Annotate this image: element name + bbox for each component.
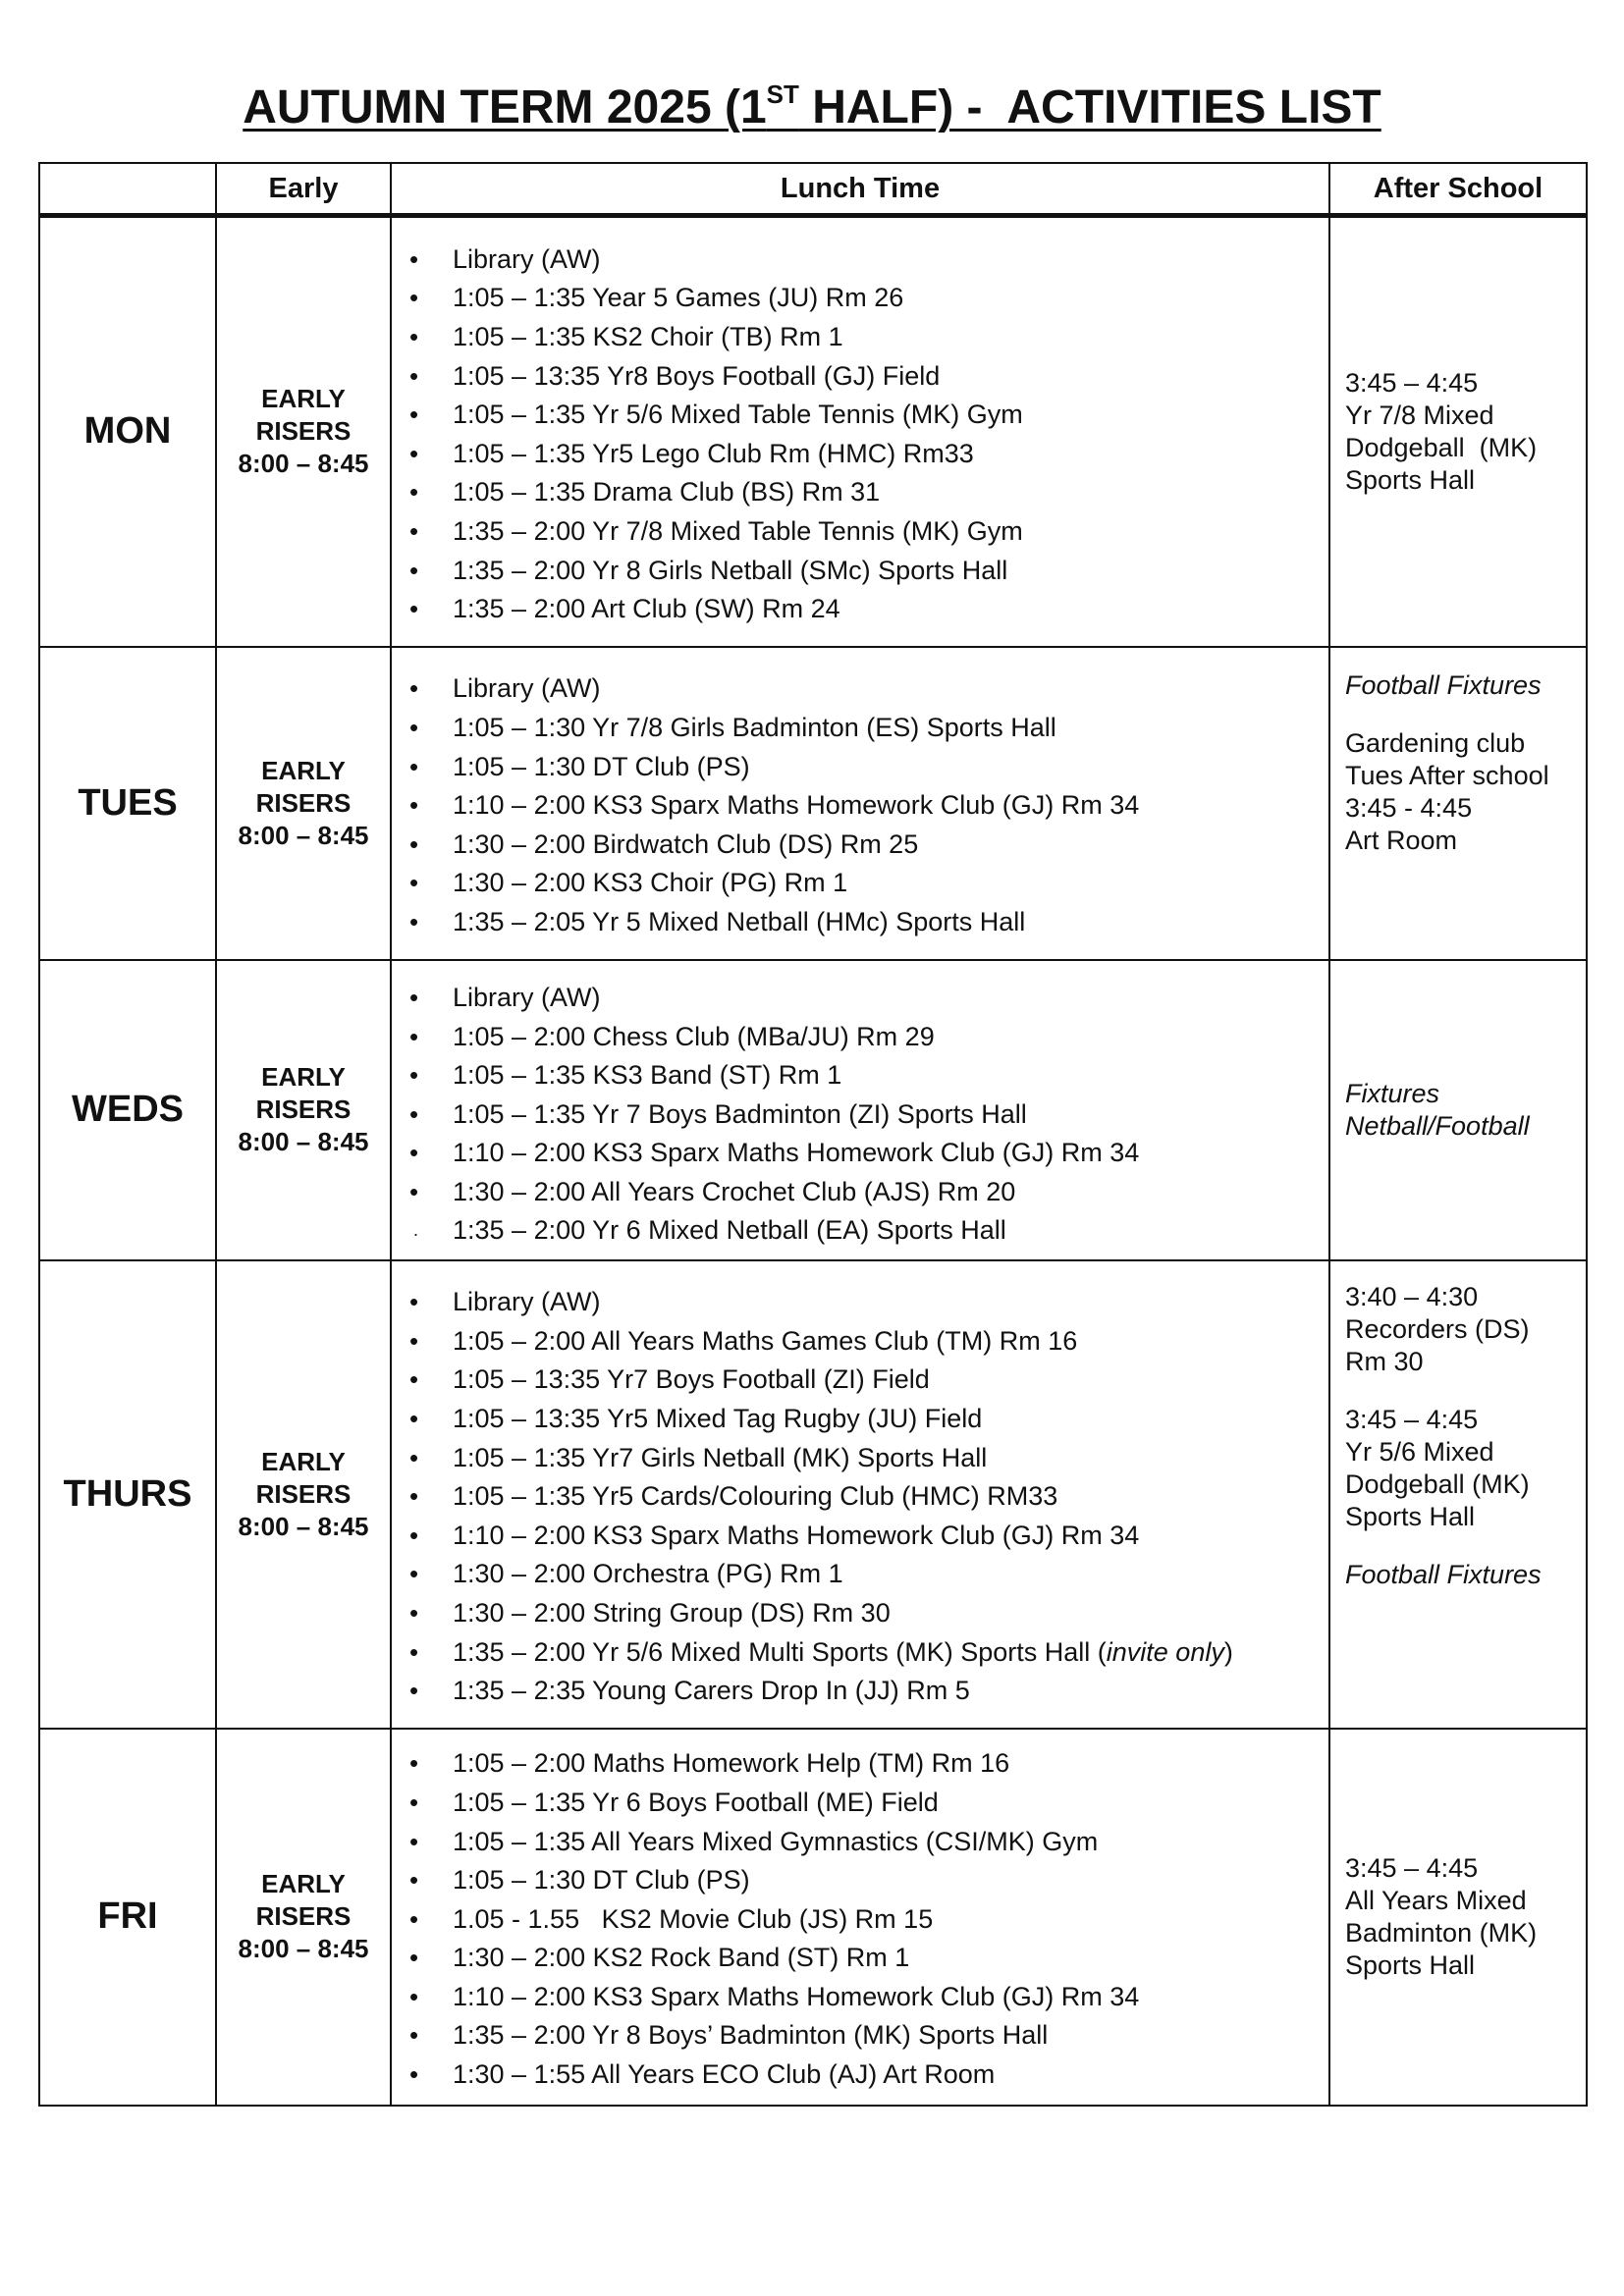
list-item: • 1:30 – 2:00 String Group (DS) Rm 30	[392, 1594, 1328, 1633]
list-item: • 1:10 – 2:00 KS3 Sparx Maths Homework Club (GJ) Rm 34	[392, 1517, 1328, 1556]
after-school-cell	[1329, 1260, 1587, 1729]
lunch-cell	[391, 960, 1329, 1260]
early-line1: EARLY	[261, 755, 346, 785]
header-early: Early	[216, 163, 391, 216]
after-line: All Years Mixed	[1345, 1885, 1527, 1915]
list-item: • Library (AW)	[392, 979, 1328, 1018]
page-title	[0, 79, 1624, 137]
list-item: • 1:35 – 2:00 Art Club (SW) Rm 24	[392, 590, 1328, 629]
list-item: • 1:05 – 1:35 KS2 Choir (TB) Rm 1	[392, 318, 1328, 357]
list-item: • 1:05 – 1:35 KS3 Band (ST) Rm 1	[392, 1056, 1328, 1095]
after-line: Art Room	[1345, 825, 1458, 855]
list-item: • 1:05 – 1:35 Drama Club (BS) Rm 31	[392, 473, 1328, 512]
lunch-list	[392, 965, 1328, 1255]
early-line2: RISERS	[255, 416, 352, 447]
day-label: TUES	[39, 647, 216, 960]
early-risers	[216, 647, 391, 960]
after-school-cell	[1329, 1729, 1587, 2106]
lunch-list	[392, 1735, 1328, 2098]
early-line1: EARLY	[261, 1062, 346, 1092]
table-row-fri	[39, 1729, 1587, 2106]
list-item: • Library (AW)	[392, 669, 1328, 709]
spacer	[1345, 1533, 1586, 1559]
day-label: THURS	[39, 1260, 216, 1729]
list-item: • 1:05 – 1:35 Yr 7 Boys Badminton (ZI) Sports Hall	[392, 1095, 1328, 1135]
list-item	[392, 1633, 1328, 1673]
header-day	[39, 163, 216, 216]
early-line2: RISERS	[255, 1095, 352, 1124]
after-line: Dodgeball (MK)	[1345, 1468, 1530, 1499]
early-time: 8:00 – 8:45	[238, 1934, 369, 1963]
list-item: • 1:05 – 13:35 Yr8 Boys Football (GJ) Field	[392, 357, 1328, 397]
after-fixtures: Football Fixtures	[1345, 669, 1542, 700]
after-fixtures: Fixtures	[1345, 1078, 1440, 1108]
lunch-cell	[391, 1729, 1329, 2106]
day-label: WEDS	[39, 960, 216, 1260]
list-item: • 1:05 – 13:35 Yr5 Mixed Tag Rugby (JU) Field	[392, 1400, 1328, 1439]
table-header-row	[39, 163, 1587, 216]
table-row-thurs	[39, 1260, 1587, 1729]
list-item: • 1:30 – 2:00 KS3 Choir (PG) Rm 1	[392, 864, 1328, 903]
early-risers	[216, 1260, 391, 1729]
list-item: • 1:35 – 2:35 Young Carers Drop In (JJ) Rm 5	[392, 1672, 1328, 1711]
after-school-cell	[1329, 216, 1587, 647]
invite-only-note: invite only	[1106, 1636, 1224, 1667]
table-row-weds	[39, 960, 1587, 1260]
early-time: 8:00 – 8:45	[238, 449, 369, 479]
after-line: Sports Hall	[1345, 1501, 1476, 1531]
after-line: Rm 30	[1345, 1346, 1424, 1376]
after-line: 3:45 - 4:45	[1345, 792, 1473, 823]
list-item: • 1:10 – 2:00 KS3 Sparx Maths Homework Club (GJ) Rm 34	[392, 786, 1328, 826]
early-risers	[216, 216, 391, 647]
after-line: Sports Hall	[1345, 1949, 1476, 1980]
lunch-list	[392, 1265, 1328, 1723]
lunch-list	[392, 223, 1328, 641]
list-item: • 1.05 - 1.55 KS2 Movie Club (JS) Rm 15	[392, 1900, 1328, 1940]
after-line: 3:45 – 4:45	[1345, 367, 1479, 398]
after-line: 3:45 – 4:45	[1345, 1852, 1479, 1883]
after-school-cell	[1329, 647, 1587, 960]
title-superscript: ST	[766, 80, 799, 109]
list-item: • 1:30 – 2:00 Birdwatch Club (DS) Rm 25	[392, 826, 1328, 865]
list-item: • 1:10 – 2:00 KS3 Sparx Maths Homework Club (GJ) Rm 34	[392, 1978, 1328, 2017]
title-text-1: AUTUMN TERM 2025 (1	[243, 81, 767, 133]
early-line2: RISERS	[255, 1478, 352, 1509]
after-line: Gardening club	[1345, 727, 1526, 758]
list-item: • 1:05 – 2:00 Maths Homework Help (TM) Rm 16	[392, 1744, 1328, 1784]
early-line1: EARLY	[261, 1446, 346, 1476]
after-line: 3:45 – 4:45	[1345, 1404, 1479, 1434]
list-item: • 1:05 – 1:30 DT Club (PS)	[392, 748, 1328, 787]
list-item: • 1:05 – 1:30 Yr 7/8 Girls Badminton (ES) Sports Hall	[392, 709, 1328, 748]
lunch-list	[392, 652, 1328, 953]
list-item: • 1:30 – 2:00 All Years Crochet Club (AJS) Rm 20	[392, 1173, 1328, 1212]
list-item: • 1:35 – 2:00 Yr 8 Boys’ Badminton (MK) Sports Hall	[392, 2016, 1328, 2056]
after-fixtures-type: Netball/Football	[1345, 1110, 1530, 1141]
list-item: • 1:30 – 1:55 All Years ECO Club (AJ) Art Room	[392, 2056, 1328, 2095]
early-time: 8:00 – 8:45	[238, 1127, 369, 1156]
list-item: • 1:05 – 1:35 Yr5 Cards/Colouring Club (HMC) RM33	[392, 1477, 1328, 1517]
spacer	[1345, 702, 1586, 727]
after-line: 3:40 – 4:30	[1345, 1281, 1479, 1311]
table-row-tues	[39, 647, 1587, 960]
early-line2: RISERS	[255, 787, 352, 818]
list-item: • 1:30 – 2:00 Orchestra (PG) Rm 1	[392, 1555, 1328, 1594]
after-line: Recorders (DS)	[1345, 1313, 1530, 1344]
early-line1: EARLY	[261, 1869, 346, 1898]
after-line: Sports Hall	[1345, 464, 1476, 495]
table-row-mon	[39, 216, 1587, 647]
after-line: Yr 5/6 Mixed	[1345, 1436, 1494, 1467]
list-item: • 1:05 – 1:35 Yr5 Lego Club Rm (HMC) Rm33	[392, 435, 1328, 474]
spacer	[1345, 1378, 1586, 1404]
list-item: • 1:05 – 2:00 All Years Maths Games Club (TM) Rm 16	[392, 1322, 1328, 1362]
after-line: Dodgeball (MK)	[1345, 432, 1538, 462]
after-line: Yr 7/8 Mixed	[1345, 400, 1494, 430]
list-item: • Library (AW)	[392, 240, 1328, 280]
list-item: • 1:05 – 2:00 Chess Club (MBa/JU) Rm 29	[392, 1018, 1328, 1057]
list-item: • 1:35 – 2:00 Yr 8 Girls Netball (SMc) Sports Hall	[392, 552, 1328, 591]
list-item: • 1:05 – 1:30 DT Club (PS)	[392, 1861, 1328, 1900]
day-label: MON	[39, 216, 216, 647]
list-item: • 1:05 – 1:35 Year 5 Games (JU) Rm 26	[392, 279, 1328, 318]
list-item: • 1:10 – 2:00 KS3 Sparx Maths Homework Club (GJ) Rm 34	[392, 1134, 1328, 1173]
list-item: • 1:05 – 1:35 Yr 5/6 Mixed Table Tennis (MK) Gym	[392, 396, 1328, 435]
early-line1: EARLY	[261, 384, 346, 414]
activities-table	[38, 162, 1588, 2107]
header-after-school: After School	[1329, 163, 1587, 216]
early-risers	[216, 960, 391, 1260]
after-school-cell	[1329, 960, 1587, 1260]
list-item: • 1:35 – 2:00 Yr 7/8 Mixed Table Tennis (MK) Gym	[392, 512, 1328, 552]
lunch-cell	[391, 216, 1329, 647]
list-item: . 1:35 – 2:00 Yr 6 Mixed Netball (EA) Sports Hall	[392, 1211, 1328, 1251]
early-time: 8:00 – 8:45	[238, 820, 369, 850]
lunch-cell	[391, 1260, 1329, 1729]
header-lunch: Lunch Time	[391, 163, 1329, 216]
list-item: • 1:05 – 1:35 Yr 6 Boys Football (ME) Field	[392, 1784, 1328, 1823]
title-text-2: HALF) - ACTIVITIES LIST	[798, 81, 1381, 133]
early-risers	[216, 1729, 391, 2106]
list-item: • 1:05 – 13:35 Yr7 Boys Football (ZI) Field	[392, 1361, 1328, 1400]
after-fixtures: Football Fixtures	[1345, 1559, 1542, 1589]
early-time: 8:00 – 8:45	[238, 1511, 369, 1541]
list-item: • 1:35 – 2:05 Yr 5 Mixed Netball (HMc) Sports Hall	[392, 903, 1328, 942]
day-label: FRI	[39, 1729, 216, 2106]
list-item: • 1:30 – 2:00 KS2 Rock Band (ST) Rm 1	[392, 1939, 1328, 1978]
list-item: • 1:05 – 1:35 Yr7 Girls Netball (MK) Sports Hall	[392, 1439, 1328, 1478]
list-item: • 1:05 – 1:35 All Years Mixed Gymnastics (CSI/MK) Gym	[392, 1823, 1328, 1862]
note-close: )	[1223, 1636, 1233, 1667]
list-item-text: 1:35 – 2:00 Yr 5/6 Mixed Multi Sports (MK) Sports Hall (	[453, 1636, 1107, 1667]
after-line: Tues After school	[1345, 760, 1549, 790]
after-line: Badminton (MK)	[1345, 1917, 1538, 1948]
early-line2: RISERS	[255, 1901, 352, 1931]
lunch-cell	[391, 647, 1329, 960]
list-item: • Library (AW)	[392, 1283, 1328, 1322]
